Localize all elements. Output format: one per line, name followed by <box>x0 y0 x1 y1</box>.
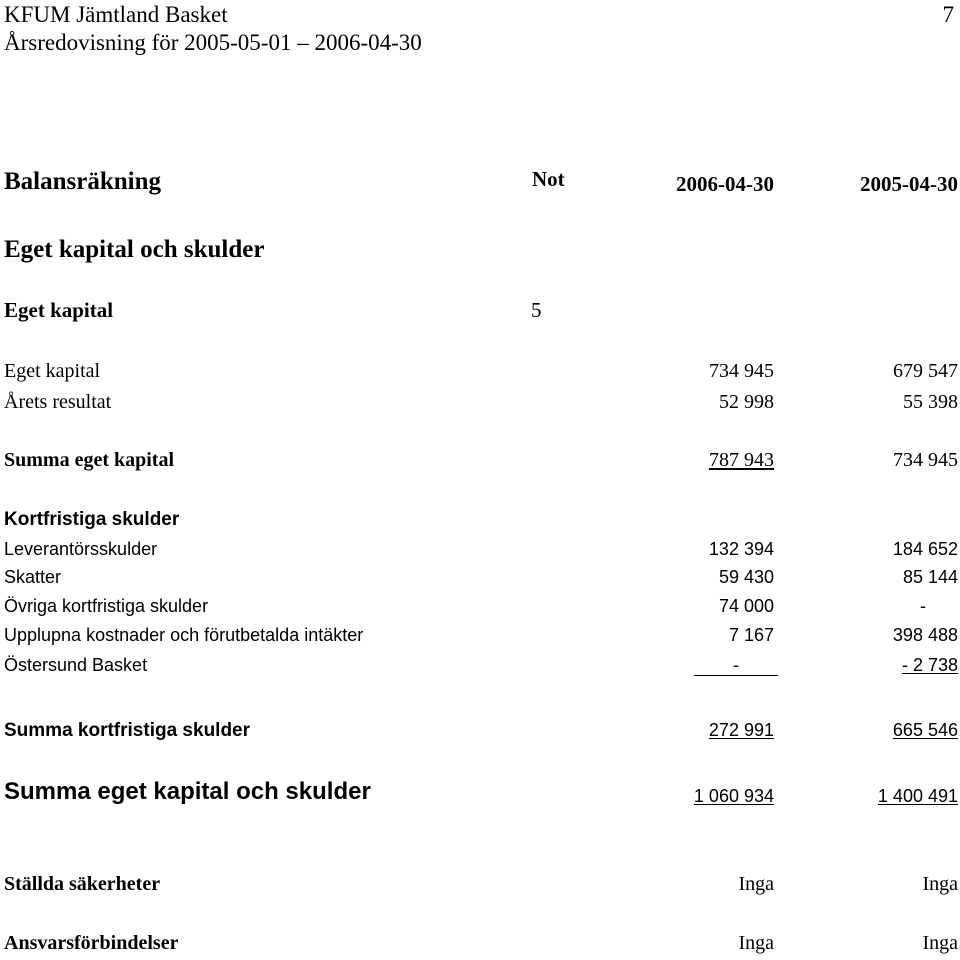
contingent-liabilities-label: Ansvarsförbindelser <box>4 932 179 954</box>
row-label: Årets resultat <box>4 391 112 413</box>
contingent-liabilities-value-2006: Inga <box>738 932 774 954</box>
value-2006: 52 998 <box>719 391 774 413</box>
sum-label: Summa kortfristiga skulder <box>4 720 251 741</box>
row-label: Övriga kortfristiga skulder <box>4 596 209 616</box>
pledged-assets-value-2005: Inga <box>922 873 958 895</box>
total-value-2006: 1 060 934 <box>693 786 774 806</box>
sum-label: Summa eget kapital <box>4 449 174 471</box>
total-label: Summa eget kapital och skulder <box>4 778 371 805</box>
value-2005: 184 652 <box>892 539 958 559</box>
value-2005: - 2 738 <box>901 655 958 675</box>
total-value-2005: 1 400 491 <box>877 786 958 806</box>
sum-value-2005: 665 546 <box>892 720 958 740</box>
row-label: Östersund Basket <box>4 655 148 675</box>
sum-value-2006: 787 943 <box>709 449 774 471</box>
equity-heading: Eget kapital <box>4 298 114 322</box>
row-label: Eget kapital <box>4 360 101 382</box>
value-2005: - <box>920 596 926 616</box>
sum-value-2005: 734 945 <box>893 449 958 471</box>
column-header-2006: 2006-04-30 <box>676 172 774 196</box>
column-header-2005: 2005-04-30 <box>860 172 958 196</box>
value-2006: 734 945 <box>709 360 774 382</box>
value-2006: 7 167 <box>728 625 774 645</box>
value-2005: 55 398 <box>903 391 958 413</box>
value-2005: 85 144 <box>902 567 958 587</box>
page-number: 7 <box>942 2 954 27</box>
row-label: Skatter <box>4 567 62 587</box>
balance-sheet-title: Balansräkning <box>4 168 162 195</box>
value-2005: 398 488 <box>892 625 958 645</box>
note-column-header: Not <box>532 167 565 191</box>
value-2006: 74 000 <box>718 596 774 616</box>
value-2006: 132 394 <box>708 539 774 559</box>
value-2006: - <box>694 656 778 676</box>
sum-value-2006: 272 991 <box>708 720 774 740</box>
value-2006: 59 430 <box>718 567 774 587</box>
section-title: Eget kapital och skulder <box>4 236 265 263</box>
contingent-liabilities-value-2005: Inga <box>922 932 958 954</box>
report-subtitle: Årsredovisning för 2005-05-01 – 2006-04-30 <box>4 30 422 55</box>
row-label: Upplupna kostnader och förutbetalda intäkter <box>4 625 364 645</box>
organization-name: KFUM Jämtland Basket <box>4 2 228 27</box>
equity-note-number: 5 <box>531 298 542 322</box>
value-2005: 679 547 <box>893 360 958 382</box>
short-term-liabilities-heading: Kortfristiga skulder <box>4 509 180 530</box>
row-label: Leverantörsskulder <box>4 539 158 559</box>
pledged-assets-label: Ställda säkerheter <box>4 873 161 895</box>
pledged-assets-value-2006: Inga <box>738 873 774 895</box>
